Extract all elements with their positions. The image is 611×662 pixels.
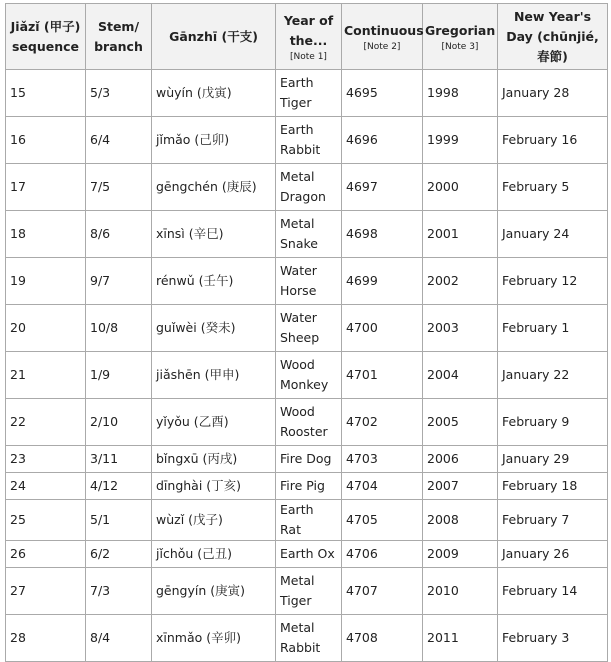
cell-continuous: 4699 [342,258,423,305]
cell-continuous: 4697 [342,164,423,211]
cell-gregorian: 1998 [423,70,498,117]
cell-gregorian: 2008 [423,500,498,541]
cell-sequence: 16 [6,117,86,164]
cell-stem-branch: 2/10 [86,399,152,446]
cell-new-year: February 18 [498,473,608,500]
table-row [6,352,608,399]
header-continuous-label: Continuous [344,22,424,38]
cell-new-year: January 22 [498,352,608,399]
cell-new-year: January 24 [498,211,608,258]
table-row [6,541,608,568]
cell-sequence: 27 [6,568,86,615]
cell-animal: Earth Rabbit [276,117,342,164]
cell-animal: Metal Rabbit [276,615,342,662]
cell-sequence: 19 [6,258,86,305]
cell-continuous: 4708 [342,615,423,662]
cell-ganzhi: yǐyǒu (乙酉) [152,399,276,446]
cell-continuous: 4696 [342,117,423,164]
cell-continuous: 4705 [342,500,423,541]
cell-continuous: 4703 [342,446,423,473]
cell-stem-branch: 4/12 [86,473,152,500]
cell-gregorian: 2011 [423,615,498,662]
table-row [6,117,608,164]
table-row [6,568,608,615]
cell-new-year: February 7 [498,500,608,541]
cell-stem-branch: 10/8 [86,305,152,352]
header-year-of [276,4,342,70]
cell-ganzhi: gēngyín (庚寅) [152,568,276,615]
cell-new-year: January 26 [498,541,608,568]
cell-gregorian: 2010 [423,568,498,615]
cell-animal: Water Sheep [276,305,342,352]
cell-gregorian: 2004 [423,352,498,399]
cell-animal: Metal Snake [276,211,342,258]
cell-new-year: February 14 [498,568,608,615]
cell-animal: Metal Dragon [276,164,342,211]
cell-sequence: 22 [6,399,86,446]
chinese-calendar-table [5,3,608,662]
cell-animal: Wood Monkey [276,352,342,399]
cell-new-year: February 12 [498,258,608,305]
cell-ganzhi: rénwǔ (壬午) [152,258,276,305]
cell-animal: Earth Tiger [276,70,342,117]
cell-stem-branch: 8/6 [86,211,152,258]
cell-sequence: 18 [6,211,86,258]
cell-ganzhi: wùyín (戊寅) [152,70,276,117]
cell-ganzhi: jǐmǎo (己卯) [152,117,276,164]
cell-stem-branch: 6/2 [86,541,152,568]
cell-ganzhi: bǐngxū (丙戌) [152,446,276,473]
cell-continuous: 4695 [342,70,423,117]
table-body [6,70,608,662]
cell-sequence: 28 [6,615,86,662]
cell-stem-branch: 7/3 [86,568,152,615]
cell-continuous: 4702 [342,399,423,446]
cell-sequence: 25 [6,500,86,541]
cell-continuous: 4704 [342,473,423,500]
header-year-of-label: Year of the... [283,12,334,48]
header-gregorian-label: Gregorian [425,22,496,38]
cell-continuous: 4707 [342,568,423,615]
cell-stem-branch: 5/1 [86,500,152,541]
table-row [6,473,608,500]
header-ganzhi: Gānzhī (干支) [152,4,276,70]
header-sequence: Jiǎzǐ (甲子) sequence [6,4,86,70]
cell-gregorian: 2000 [423,164,498,211]
cell-ganzhi: dīnghài (丁亥) [152,473,276,500]
cell-continuous: 4698 [342,211,423,258]
cell-stem-branch: 9/7 [86,258,152,305]
cell-animal: Earth Rat [276,500,342,541]
cell-stem-branch: 6/4 [86,117,152,164]
cell-stem-branch: 7/5 [86,164,152,211]
table-row [6,500,608,541]
table-row [6,446,608,473]
cell-ganzhi: jiǎshēn (甲申) [152,352,276,399]
cell-stem-branch: 8/4 [86,615,152,662]
note-2-link[interactable]: [Note 2] [363,41,401,52]
cell-new-year: February 1 [498,305,608,352]
cell-sequence: 21 [6,352,86,399]
cell-sequence: 24 [6,473,86,500]
cell-gregorian: 1999 [423,117,498,164]
table-row [6,258,608,305]
cell-new-year: February 3 [498,615,608,662]
cell-animal: Fire Pig [276,473,342,500]
cell-animal: Metal Tiger [276,568,342,615]
header-new-year: New Year's Day (chūnjié, 春節) [498,4,608,70]
cell-new-year: February 9 [498,399,608,446]
cell-sequence: 20 [6,305,86,352]
cell-sequence: 26 [6,541,86,568]
cell-gregorian: 2001 [423,211,498,258]
cell-sequence: 17 [6,164,86,211]
table-row [6,164,608,211]
cell-sequence: 15 [6,70,86,117]
cell-gregorian: 2003 [423,305,498,352]
cell-ganzhi: guǐwèi (癸未) [152,305,276,352]
note-3-link[interactable]: [Note 3] [441,41,479,52]
cell-gregorian: 2002 [423,258,498,305]
header-stem-branch: Stem/ branch [86,4,152,70]
cell-gregorian: 2005 [423,399,498,446]
table-row [6,211,608,258]
cell-gregorian: 2009 [423,541,498,568]
cell-stem-branch: 1/9 [86,352,152,399]
cell-gregorian: 2007 [423,473,498,500]
cell-ganzhi: wùzǐ (戊子) [152,500,276,541]
cell-animal: Earth Ox [276,541,342,568]
cell-continuous: 4700 [342,305,423,352]
cell-new-year: January 28 [498,70,608,117]
cell-stem-branch: 3/11 [86,446,152,473]
cell-continuous: 4706 [342,541,423,568]
cell-stem-branch: 5/3 [86,70,152,117]
cell-sequence: 23 [6,446,86,473]
cell-ganzhi: jǐchǒu (己丑) [152,541,276,568]
header-row [6,4,608,70]
header-gregorian [423,4,498,70]
cell-ganzhi: gēngchén (庚辰) [152,164,276,211]
note-1-link[interactable]: [Note 1] [290,51,327,62]
cell-animal: Fire Dog [276,446,342,473]
cell-new-year: February 5 [498,164,608,211]
cell-new-year: February 16 [498,117,608,164]
table-row [6,615,608,662]
header-continuous [342,4,423,70]
cell-animal: Wood Rooster [276,399,342,446]
table-row [6,399,608,446]
table-row [6,70,608,117]
table-row [6,305,608,352]
cell-continuous: 4701 [342,352,423,399]
cell-gregorian: 2006 [423,446,498,473]
cell-ganzhi: xīnsì (辛巳) [152,211,276,258]
cell-new-year: January 29 [498,446,608,473]
cell-animal: Water Horse [276,258,342,305]
cell-ganzhi: xīnmǎo (辛卯) [152,615,276,662]
